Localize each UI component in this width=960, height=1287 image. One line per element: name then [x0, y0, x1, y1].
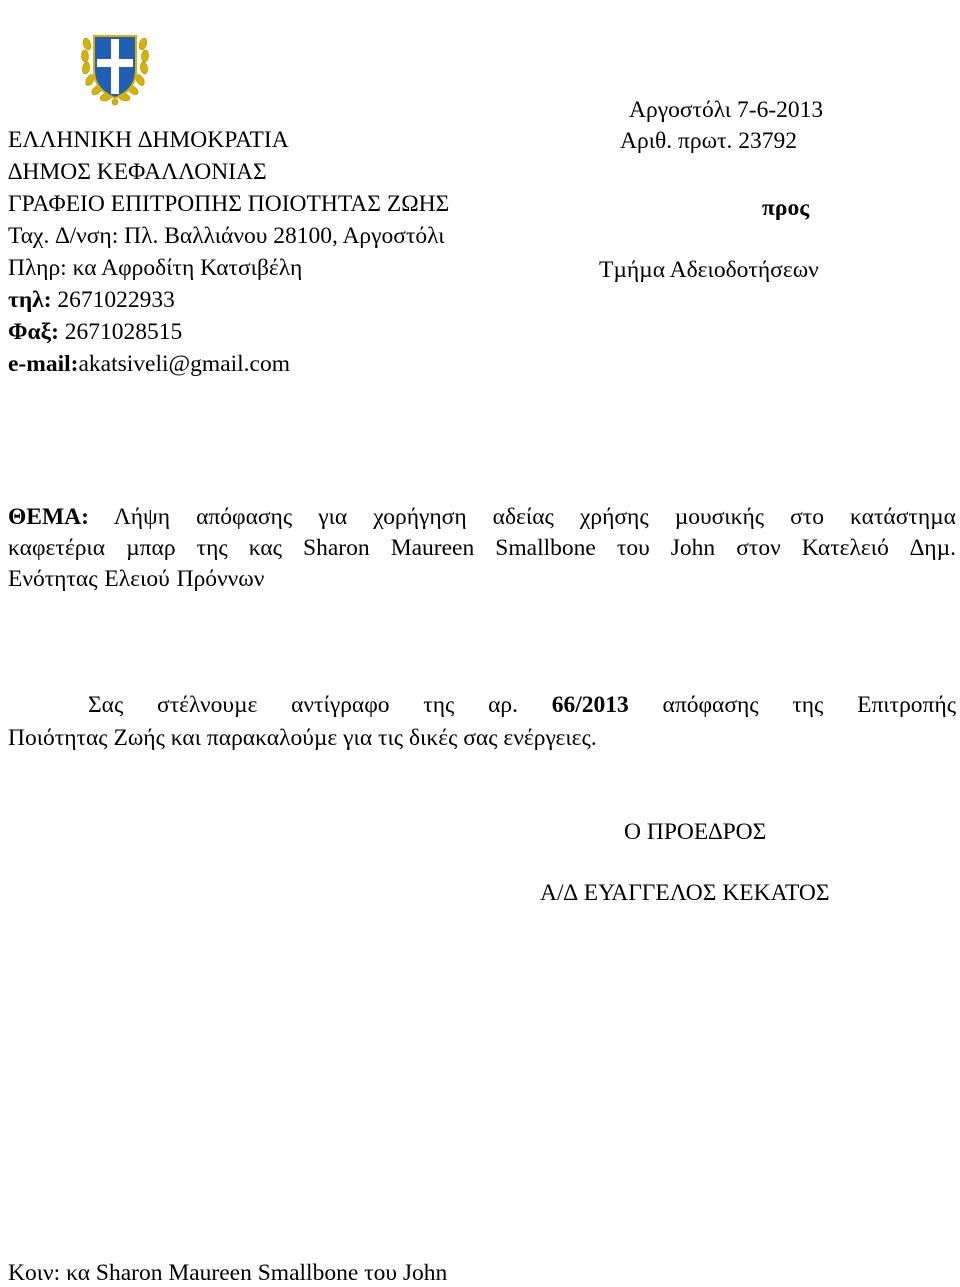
fax-value: 2671028515: [58, 319, 183, 345]
fax-line: [8, 318, 182, 346]
contact-person: Πληρ: κα Αφροδίτη Κατσιβέλη: [8, 255, 303, 281]
municipality-name: ∆ΗΜΟΣ ΚΕΦΑΛΛΟΝΙΑΣ: [8, 159, 267, 185]
phone-label: τηλ:: [8, 287, 52, 313]
body-text-part-2: απόφασης της Επιτροπής: [662, 692, 957, 718]
phone-line: [8, 286, 175, 314]
subject-line-1: [8, 502, 956, 533]
carbon-copy: Κοιν: κα Sharon Maureen Smallbone του John: [8, 1260, 448, 1286]
subject-line-2: καφετέρια µπαρ της κας Sharon Maureen Smallbone του John στον Κατελειό ∆ηµ.: [8, 535, 956, 561]
decision-number: 66/2013: [551, 692, 629, 718]
signature-name: Α/∆ ΕΥΑΓΓΕΛΟΣ ΚΕΚΑΤΟΣ: [540, 880, 830, 906]
email-value: akatsiveli@gmail.com: [78, 351, 291, 377]
postal-address: Ταχ. ∆/νση: Πλ. Βαλλιάνου 28100, Αργοστόλι: [8, 223, 445, 249]
body-line-2: Ποιότητας Ζωής και παρακαλούµε για τις δικές σας ενέργειες.: [8, 725, 597, 751]
body-text-part-1: Σας στέλνουµε αντίγραφο της αρ.: [88, 692, 518, 718]
protocol-number: Αριθ. πρωτ. 23792: [620, 128, 798, 154]
office-name: ΓΡΑΦΕΙΟ ΕΠΙΤΡΟΠΗΣ ΠΟΙΟΤΗΤΑΣ ΖΩΗΣ: [8, 191, 450, 217]
recipient: Τµήµα Αδειοδοτήσεων: [599, 257, 819, 283]
subject-paragraph: [8, 502, 956, 595]
to-label: προς: [762, 195, 810, 221]
subject-text-1: Λήψη απόφασης για χορήγηση αδείας χρήσης µουσικής στο κατάστηµα: [88, 504, 956, 530]
email-label: e-mail:: [8, 351, 79, 377]
coat-of-arms-icon: [79, 22, 151, 108]
signature-title: Ο ΠΡΟΕ∆ΡΟΣ: [624, 819, 767, 845]
body-line-1: [8, 690, 956, 721]
email-line: [8, 350, 290, 378]
phone-value: 2671022933: [51, 287, 175, 313]
fax-label: Φαξ:: [8, 319, 59, 345]
country-name: ΕΛΛΗΝΙΚΗ ∆ΗΜΟΚΡΑΤΙΑ: [8, 127, 289, 153]
document-date: Αργοστόλι 7-6-2013: [629, 97, 824, 123]
subject-line-3: Ενότητας Ελειού Πρόννων: [8, 566, 265, 592]
subject-label: ΘΕΜΑ:: [8, 504, 89, 530]
